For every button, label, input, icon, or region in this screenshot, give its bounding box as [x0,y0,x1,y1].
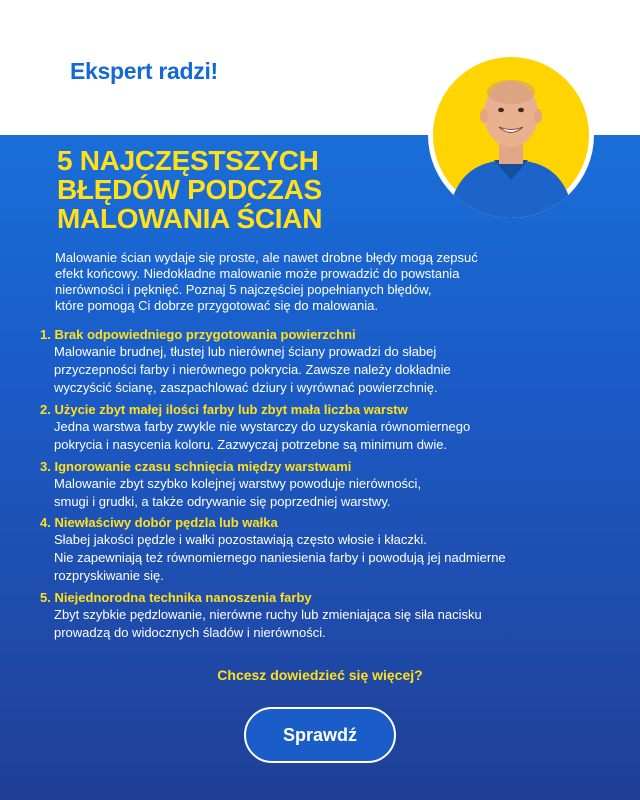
list-item [40,590,610,642]
item-title: 5. Niejednorodna technika nanoszenia farby [40,590,312,605]
item-body-line: rozpryskiwanie się. [54,568,164,583]
brand-title: Ekspert radzi! [70,58,218,84]
cta-question: Chcesz dowiedzieć się więcej? [217,667,423,683]
item-title: 1. Brak odpowiedniego przygotowania powierzchni [40,327,356,342]
item-body [40,418,610,454]
check-button[interactable]: Sprawdź [244,707,396,763]
item-body [40,343,610,397]
item-body-line: przyczepności farby i nierównego pokrycia. Zawsze należy dokładnie [54,362,451,377]
intro-line: Malowanie ścian wydaje się proste, ale nawet drobne błędy mogą zepsuć [55,250,478,265]
page-title [57,146,397,233]
item-body [40,606,610,642]
headline-line: BŁĘDÓW PODCZAS [57,174,322,205]
intro-line: które pomogą Ci dobrze przygotować się do malowania. [55,298,379,313]
item-body-line: Zbyt szybkie pędzlowanie, nierówne ruchy lub zmieniająca się siła nacisku [54,607,482,622]
item-body-line: wyczyścić ścianę, zaszpachlować dziury i wyrównać powierzchnię. [54,380,438,395]
list-item [40,459,610,511]
headline-line: MALOWANIA ŚCIAN [57,203,323,234]
item-body-line: pokrycia i nasycenia koloru. Zazwyczaj potrzebne są minimum dwie. [54,437,448,452]
list-item [40,327,610,397]
list-item [40,402,610,454]
expert-portrait-icon [428,52,594,218]
item-body-line: prowadzą do widocznych śladów i nierówności. [54,625,326,640]
item-body-line: Malowanie brudnej, tłustej lub nierównej ściany prowadzi do słabej [54,344,437,359]
item-title: 2. Użycie zbyt małej ilości farby lub zbyt mała liczba warstw [40,402,408,417]
item-title: 3. Ignorowanie czasu schnięcia między warstwami [40,459,352,474]
item-body-line: smugi i grudki, a także odrywanie się poprzedniej warstwy. [54,494,391,509]
expert-photo [428,52,594,218]
headline-line: 5 NAJCZĘSTSZYCH [57,145,319,176]
item-body [40,475,610,511]
intro-line: nierówności i pęknięć. Poznaj 5 najczęściej popełnianych błędów, [55,282,432,297]
item-body [40,531,610,585]
intro-text [55,250,555,314]
list-item [40,515,610,585]
intro-line: efekt końcowy. Niedokładne malowanie może prowadzić do powstania [55,266,460,281]
item-body-line: Nie zapewniają też równomiernego naniesienia farby i powodują jej nadmierne [54,550,506,565]
item-body-line: Malowanie zbyt szybko kolejnej warstwy powoduje nierówności, [54,476,422,491]
item-title: 4. Niewłaściwy dobór pędzla lub wałka [40,515,278,530]
item-body-line: Jedna warstwa farby zwykle nie wystarczy do uzyskania równomiernego [54,419,471,434]
item-body-line: Słabej jakości pędzle i wałki pozostawiają często włosie i kłaczki. [54,532,427,547]
